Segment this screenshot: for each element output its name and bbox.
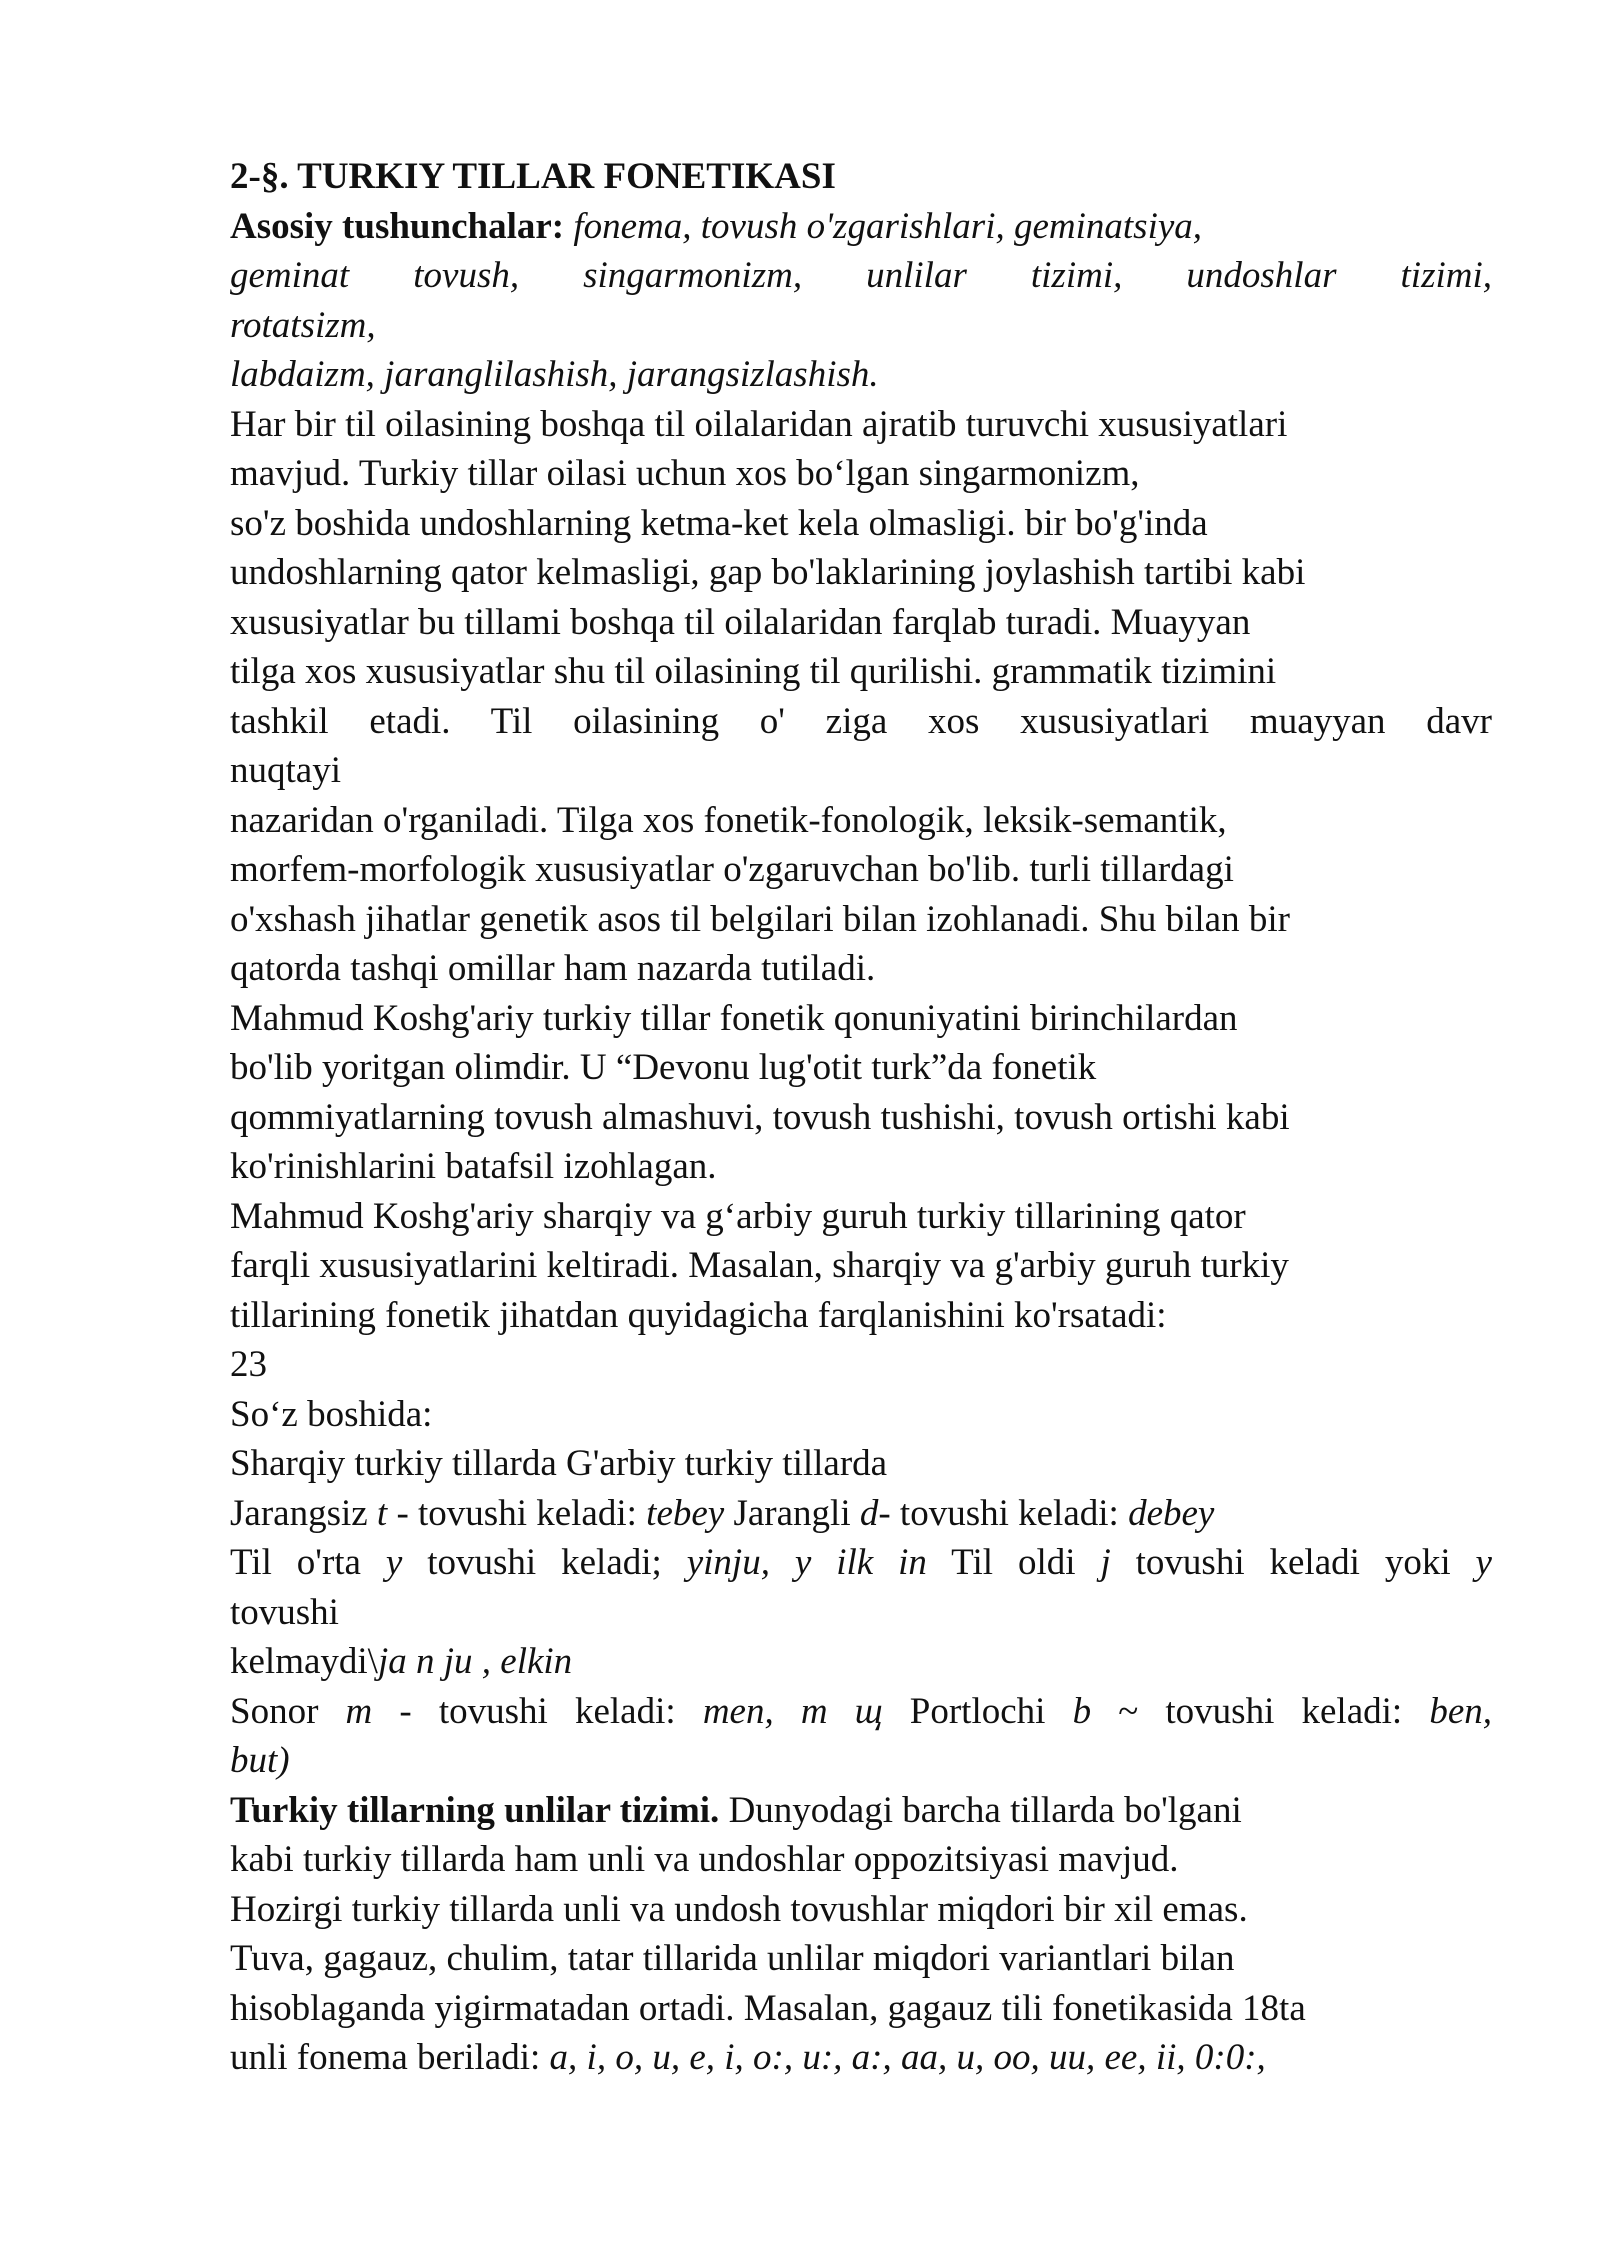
row-1-text-a: Jarangsiz	[230, 1492, 377, 1534]
paragraph-2-line: ko'rinishlarini batafsil izohlagan.	[230, 1146, 717, 1187]
paragraph-3-line: farqli xususiyatlarini keltiradi. Masalan, sharqiy va g'arbiy guruh turkiy	[230, 1245, 1289, 1286]
vowels-line-1	[230, 1786, 1492, 1836]
row-1-text-e: Jarangli	[724, 1492, 860, 1534]
row-1-sound-t: t	[376, 1492, 388, 1534]
row-3-text-e: Portlochi	[882, 1690, 1073, 1732]
comparison-row-3	[230, 1687, 1492, 1737]
key-concepts-line-3: rotatsizm,	[230, 304, 376, 346]
vowels-line: Tuva, gagauz, chulim, tatar tillarida unlilar miqdori variantlari bilan	[230, 1938, 1235, 1979]
row-3-text-c: - tovushi keladi:	[372, 1690, 703, 1732]
vowels-last-text: unli fonema beriladi:	[230, 2037, 550, 2078]
paragraph-1-line: tashkil etadi. Til oilasining o' ziga xos xususiyatlari muayyan davr	[230, 700, 1492, 742]
comparison-row-1	[230, 1489, 1492, 1539]
row-2-text-c: tovushi keladi;	[402, 1542, 687, 1583]
row-1-sound-d: d-	[859, 1492, 891, 1534]
vowels-last-line	[230, 2033, 1492, 2083]
row-2-sound-y: y	[385, 1542, 403, 1583]
word-start-heading: So‘z boshida:	[230, 1393, 433, 1435]
row-2-sound-y-alt: y	[1475, 1542, 1492, 1583]
key-concepts-text-1: fonema, tovush o'zgarishlari, geminatsiya,	[573, 205, 1203, 247]
paragraph-2-line: bo'lib yoritgan olimdir. U “Devonu lug'otit turk”da fonetik	[230, 1047, 1097, 1088]
row-3-sound-m: m	[345, 1690, 373, 1732]
paragraph-1-line: morfem-morfologik xususiyatlar o'zgaruvchan bo'lib. turli tillardagi	[230, 849, 1234, 890]
row-2-sound-j: j	[1100, 1542, 1111, 1583]
key-concepts-line-1	[230, 202, 1492, 252]
key-concepts-line-4: labdaizm, jaranglilashish, jarangsizlashish.	[230, 354, 879, 395]
row-3-example-east: men, m щ	[702, 1690, 883, 1732]
row-1-text-g: tovushi keladi:	[890, 1492, 1129, 1534]
comparison-row-2	[230, 1538, 1492, 1588]
page-number: 23	[230, 1344, 267, 1385]
vowels-line: kabi turkiy tillarda ham unli va undoshlar oppozitsiyasi mavjud.	[230, 1839, 1179, 1880]
row-3-sound-b: b	[1072, 1690, 1092, 1732]
row-2-example-east: yinju, y ilk in	[686, 1542, 927, 1583]
row-3-text-g: ~ tovushi keladi:	[1091, 1690, 1430, 1732]
paragraph-1-line: so'z boshida undoshlarning ketma-ket kela olmasligi. bir bo'g'inda	[230, 502, 1208, 544]
document-page	[230, 152, 1492, 2083]
section-heading: 2-§. TURKIY TILLAR FONETIKASI	[230, 156, 836, 197]
row-3-example-west: ben,	[1429, 1690, 1492, 1732]
vowels-phoneme-list: a, i, o, u, e, i, o:, u:, a:, aa, u, oo, uu, ee, ii, 0:0:,	[549, 2037, 1266, 2078]
paragraph-2-line: qommiyatlarning tovush almashuvi, tovush tushishi, tovush ortishi kabi	[230, 1096, 1290, 1138]
paragraph-2-line: Mahmud Koshg'ariy turkiy tillar fonetik qonuniyatini birinchilardan	[230, 997, 1238, 1039]
paragraph-1-line: qatorda tashqi omillar ham nazarda tutiladi.	[230, 948, 876, 989]
paragraph-1-line: Har bir til oilasining boshqa til oilalaridan ajratib turuvchi xususiyatlari	[230, 403, 1288, 445]
paragraph-1-line: o'xshash jihatlar genetik asos til belgilari bilan izohlanadi. Shu bilan bir	[230, 898, 1290, 940]
vowels-title: Turkiy tillarning unlilar tizimi.	[230, 1789, 720, 1831]
paragraph-1-line: nuqtayi	[230, 750, 341, 791]
key-concepts-line-2: geminat tovush, singarmonizm, unlilar tizimi, undoshlar tizimi,	[230, 255, 1492, 296]
row-2-text-a: Til o'rta	[230, 1542, 386, 1583]
vowels-line: hisoblaganda yigirmatadan ortadi. Masalan, gagauz tili fonetikasida 18ta	[230, 1987, 1306, 2029]
paragraph-1-line: nazaridan o'rganiladi. Tilga xos fonetik-fonologik, leksik-semantik,	[230, 799, 1227, 841]
row-3-text-a: Sonor	[230, 1690, 346, 1732]
row-2-text-g: tovushi keladi yoki	[1110, 1542, 1476, 1583]
comparison-row-2-line-3	[230, 1637, 1492, 1687]
paragraph-3-line: Mahmud Koshg'ariy sharqiy va g‘arbiy guruh turkiy tillarining qator	[230, 1195, 1246, 1237]
row-2-text-e: Til oldi	[926, 1542, 1101, 1583]
row-1-example-west: debey	[1128, 1492, 1215, 1534]
comparison-row-3-cont: but)	[230, 1740, 290, 1781]
vowels-line-1-rest: Dunyodagi barcha tillarda bo'lgani	[719, 1789, 1242, 1831]
row-1-text-c: - tovushi keladi:	[387, 1492, 647, 1534]
paragraph-1-line: undoshlarning qator kelmasligi, gap bo'laklarining joylashish tartibi kabi	[230, 552, 1306, 593]
comparison-header: Sharqiy turkiy tillarda G'arbiy turkiy tillarda	[230, 1443, 888, 1484]
row-2-text-kelmaydi: kelmaydi\	[230, 1641, 378, 1682]
row-1-example-east: tebey	[646, 1492, 725, 1534]
paragraph-3-line: tillarining fonetik jihatdan quyidagicha farqlanishini ko'rsatadi:	[230, 1294, 1167, 1336]
paragraph-1-line: tilga xos xususiyatlar shu til oilasining til qurilishi. grammatik tizimini	[230, 651, 1277, 692]
row-2-example-west: ja n ju , elkin	[377, 1641, 573, 1682]
paragraph-1-line: mavjud. Turkiy tillar oilasi uchun xos bo‘lgan singarmonizm,	[230, 453, 1140, 494]
vowels-line: Hozirgi turkiy tillarda unli va undosh tovushlar miqdori bir xil emas.	[230, 1888, 1248, 1930]
paragraph-1-line: xususiyatlar bu tillami boshqa til oilalaridan farqlab turadi. Muayyan	[230, 601, 1251, 643]
comparison-row-2-cont: tovushi	[230, 1591, 339, 1633]
key-concepts-label: Asosiy tushunchalar:	[230, 205, 565, 247]
